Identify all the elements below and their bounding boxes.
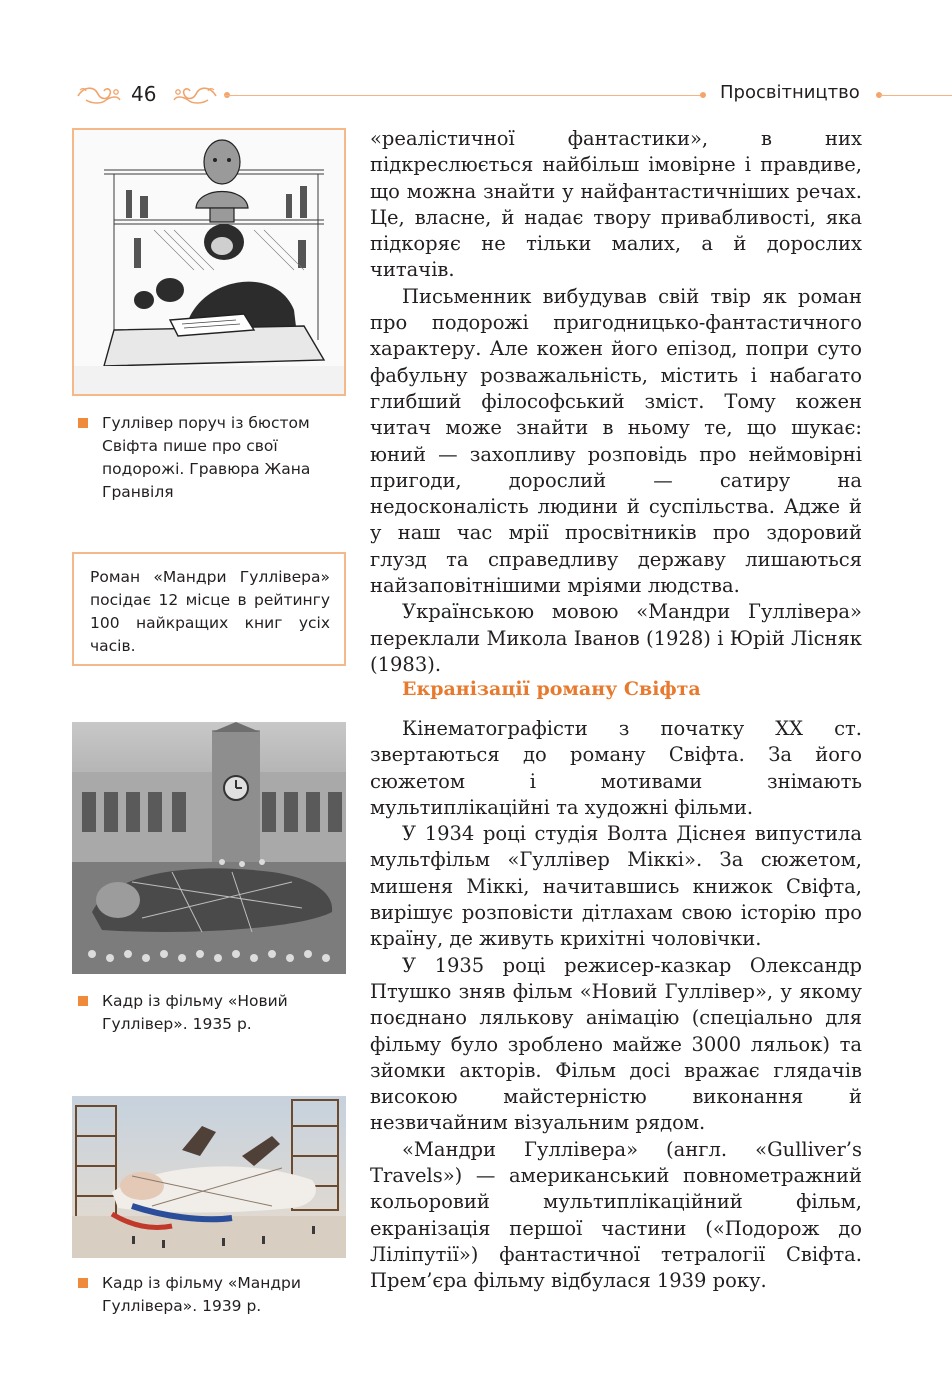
paragraph: «Мандри Гуллівера» (англ. «Gulliver’s Travels») — американський повнометражний кольоровий мультиплікаційний фільм, екранізація першої частини («Подорож до Ліліпутії») фантастичної тетралогії Свіфта. Прем’єра фільму відбулася 1939 року. (370, 1137, 862, 1293)
swirl-ornament-icon (172, 82, 218, 108)
paragraph: У 1935 році режисер-казкар Олександр Птушко зняв фільм «Новий Гуллівер», у якому поєднано лялькову анімацію (спеціально для фільму було зроблено майже 3000 ляльок) та зйомки акторів. Фільм досі вражає глядачів високою майстерністю виконання й незвичайним візуальним рядом. (370, 953, 862, 1135)
caption-bullet-icon (78, 996, 88, 1006)
film-still-1935-icon (72, 722, 346, 974)
caption-text: Гуллівер поруч із бюстом Свіфта пише про свої подорожі. Гравюра Жана Гранвіля (102, 414, 311, 501)
engraving-figure (72, 128, 346, 396)
paragraph: Українською мовою «Мандри Гуллівера» переклали Микола Іванов (1928) і Юрій Лісняк (1983). (370, 600, 862, 676)
subheading: Екранізації роману Свіфта (402, 678, 701, 700)
page-number: 46 (131, 82, 157, 106)
header-divider (880, 95, 952, 96)
caption-bullet-icon (78, 1278, 88, 1288)
paragraph: «реалістичної фантастики», в них підкреслюється найбільш імовірне і правдиве, що можна знайти у найфантастичніших речах. Це, власне, й надає твору привабливості, яка підкоряє не тільки малих, а й дорослих читачів. (370, 127, 862, 282)
caption-text: Кадр із фільму «Новий Гуллівер». 1935 р. (102, 992, 288, 1033)
caption-bullet-icon (78, 418, 88, 428)
figure-caption (78, 1272, 348, 1318)
fact-box: Роман «Мандри Гуллівера» посідає 12 місце в рейтингу 100 найкращих книг усіх часів. (72, 552, 346, 666)
caption-text: Кадр із фільму «Мандри Гуллівера». 1939 р. (102, 1274, 301, 1315)
figure-caption (78, 412, 348, 504)
header-dot (700, 92, 706, 98)
paragraph: Кінематографісти з початку XX ст. звертаються до роману Свіфта. За його сюжетом і мотивами знімають мультиплікаційні та художні фільми. (370, 717, 862, 819)
section-title: Просвітництво (720, 82, 860, 103)
paragraph: Письменник вибудував свій твір як роман про подорожі пригодницько-фантастичного характеру. Але кожен його епізод, попри суто фабульну розважальність, містить і набагато глибший філософський зміст. Тому кожен читач може знайти в ньому те, що шукає: юний — захопливу розповідь про неймовірні пригоди, дорослий — сатиру на недосконалість людини й суспільства. Адже й у наш час мрії просвітників про здоровий глузд та справедливу державу лишаються найзаповітнішими мріями людства. (370, 284, 862, 598)
header-divider (224, 95, 704, 96)
engraving-gulliver-icon (74, 130, 344, 394)
swirl-ornament-icon (76, 82, 122, 108)
film-still-1935-figure (72, 722, 346, 974)
film-still-1939-icon (72, 1096, 346, 1258)
page-header (0, 76, 952, 116)
main-text-upper (370, 126, 862, 678)
main-text-lower (370, 716, 862, 1295)
paragraph: У 1934 році студія Волта Діснея випустила мультфільм «Гуллівер Міккі». За сюжетом, мишеня Міккі, начитавшись книжок Свіфта, вирішує розповісти дітлахам свою історію про країну, де живуть крихітні чоловічки. (370, 822, 862, 951)
figure-caption (78, 990, 348, 1036)
film-still-1939-figure (72, 1096, 346, 1258)
